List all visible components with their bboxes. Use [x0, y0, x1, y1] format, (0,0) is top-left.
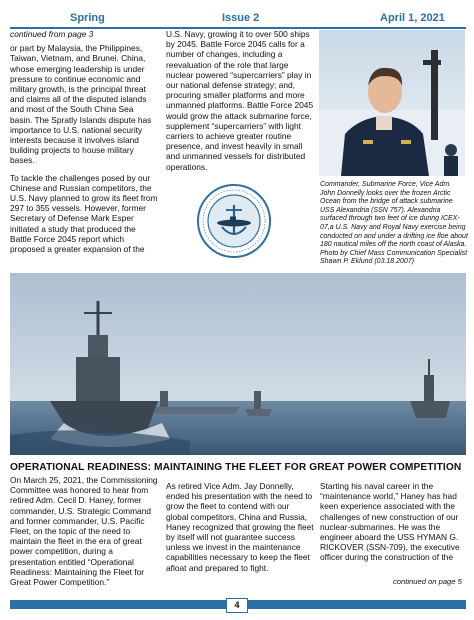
article-headline: OPERATIONAL READINESS: MAINTAINING THE FLEET FOR GREAT POWER COMPETITION	[10, 462, 462, 473]
page-number: 4	[226, 598, 248, 613]
continued-on-note: continued on page 5	[393, 577, 462, 586]
fleet-ships-photo	[10, 273, 466, 455]
top-column-2	[166, 29, 314, 172]
vice-admiral-photo	[319, 30, 465, 176]
paragraph: U.S. Navy, growing it to over 500 ships by 2045. Battle Force 2045 calls for a number of changes, including a reevaluation of the role that large nuclear powered “supercarriers” play in our national defense strategy; and, procuring smaller platforms and more unmanned platforms. Battle Force 2045 would grow the attack submarine force, supplement “supercarriers” with light carriers to achieve greater routine presence, and invest heavily in small and unmanned vessels for distributed operations.	[166, 29, 314, 172]
article-column-3: Starting his naval career in the “maintenance world,” Haney has had keen experience associated with the challenges of new construction of our nuclear-submarines. He was the engineer aboard the USS HYMAN G. RICKOVER (SSN-709), the executive officer during the construction of the	[320, 481, 460, 563]
continued-from-note: continued from page 3	[10, 29, 94, 39]
article-column-1: On March 25, 2021, the Commissioning Committee was honored to hear from retired Adm. Cecil D. Haney, former commander, U.S. Strategic Command and former commander, U.S. Pacific Fleet, on the topic of the need to maintain the fleet in the era of great power competition, during a presentation entitled “Operational Readiness: Maintaining the Fleet for Great Power Competition.”	[10, 475, 158, 588]
issue-date: April 1, 2021	[380, 12, 445, 24]
top-column-1	[10, 29, 158, 254]
paragraph: or part by Malaysia, the Philippines, Taiwan, Vietnam, and Brunei. China, whose emerging leadership is under pressure to continue economic and military growth, is the principal threat and claims all of the disputed islands and most of the South China Sea basin. The Spratly Islands dispute has importance to U.S. national security interests because it involves island building projects to house military bases.	[10, 43, 152, 166]
paragraph: To tackle the challenges posed by our Chinese and Russian competitors, the U.S. Navy planned to grow its fleet from 297 to 355 vessels. However, former Secretary of Defense Mark Esper initiated a study that produced the Battle Force 2045 report which proposed a greater expansion of the	[10, 172, 158, 255]
issue-number: Issue 2	[222, 12, 260, 24]
article-column-2: As retired Vice Adm. Jay Donnelly, ended his presentation with the need to grow the fleet to contend with our global competitors, China and Russia, Haney recognized that growing the fleet by itself will not guarantee success unless we invest in the maintenance capabilities necessary to keep the fleet afloat and prepared to fight.	[166, 481, 314, 573]
commissioning-committee-seal	[196, 183, 272, 259]
photo-caption: Commander, Submarine Force, Vice Adm. John Donnelly looks over the frozen Arctic Ocean from the bridge of attack submarine USS Alexandria (SSN 757). Alexandria surfaced through two feet of ice during ICEX-07,a U.S. Navy and Royal Navy exercise being conducted on and under a drifting ice floe about 180 nautical miles off the north coast of Alaska. Photo by Chief Mass Communication Specialist Shawn P. Eklund (03.18.2007)	[320, 181, 468, 266]
issue-season: Spring	[70, 12, 105, 24]
